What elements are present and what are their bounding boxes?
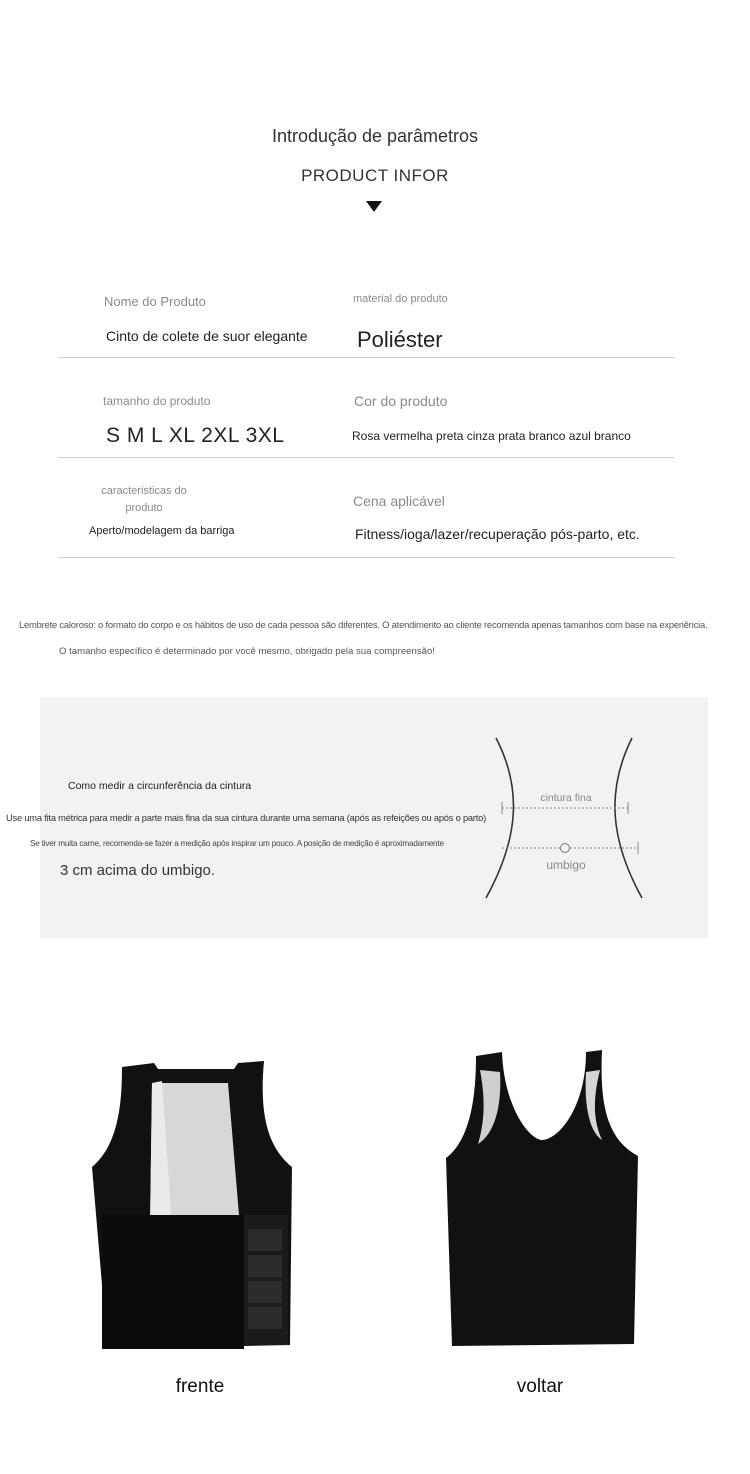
measure-line-1: Use uma fita métrica para medir a parte mais fina da sua cintura durante uma semana (após as refeições ou após o parto) <box>6 813 487 823</box>
measure-title: Como medir a circunferência da cintura <box>68 780 252 792</box>
scene-label: Cena aplicável <box>353 493 445 509</box>
product-name-label: Nome do Produto <box>104 294 206 309</box>
waist-diagram <box>478 730 653 905</box>
diagram-waist-label: cintura fina <box>540 792 592 804</box>
row-divider <box>58 457 674 458</box>
navel-marker <box>561 844 570 853</box>
measure-line-2: Se tiver muita carne, recomenda-se fazer a medição após inspirar um pouco. A posição de medição é aproximadamente <box>30 839 444 848</box>
section-subtitle: PRODUCT INFOR <box>301 166 449 185</box>
notice-line-1: Lembrete caloroso: o formato do corpo e os hábitos de uso de cada pessoa são diferentes. O atendimento ao cliente recomenda apenas tamanhos com base na experiência. <box>19 619 708 630</box>
size-label: tamanho do produto <box>103 394 211 408</box>
scene-value: Fitness/ioga/lazer/recuperação pós-parto, etc. <box>355 526 640 542</box>
size-value: S M L XL 2XL 3XL <box>106 424 285 447</box>
row-divider <box>58 557 674 558</box>
material-label: material do produto <box>353 293 448 305</box>
product-name-value: Cinto de colete de suor elegante <box>106 328 308 344</box>
features-value: Aperto/modelagem da barriga <box>89 525 235 537</box>
vest-back-image <box>440 1048 645 1353</box>
features-label-line2: produto <box>125 502 163 514</box>
features-label-line1: caracteristicas do <box>101 485 187 497</box>
waist-right-outline <box>615 738 642 898</box>
color-label: Cor do produto <box>354 393 448 409</box>
section-title: Introdução de parâmetros <box>271 126 479 146</box>
material-value: Poliéster <box>357 327 443 352</box>
vest-front-image <box>88 1055 298 1355</box>
front-view-caption: frente <box>175 1376 225 1397</box>
diagram-navel-label: umbigo <box>546 858 586 872</box>
arrow-down-icon <box>366 201 382 212</box>
color-value: Rosa vermelha preta cinza prata branco azul branco <box>352 429 631 443</box>
row-divider <box>58 357 674 358</box>
back-view-caption: voltar <box>516 1376 564 1397</box>
waist-left-outline <box>486 738 513 898</box>
measure-line-3: 3 cm acima do umbigo. <box>60 862 216 879</box>
notice-line-2: O tamanho específico é determinado por você mesmo, obrigado pela sua compreensão! <box>59 646 435 657</box>
